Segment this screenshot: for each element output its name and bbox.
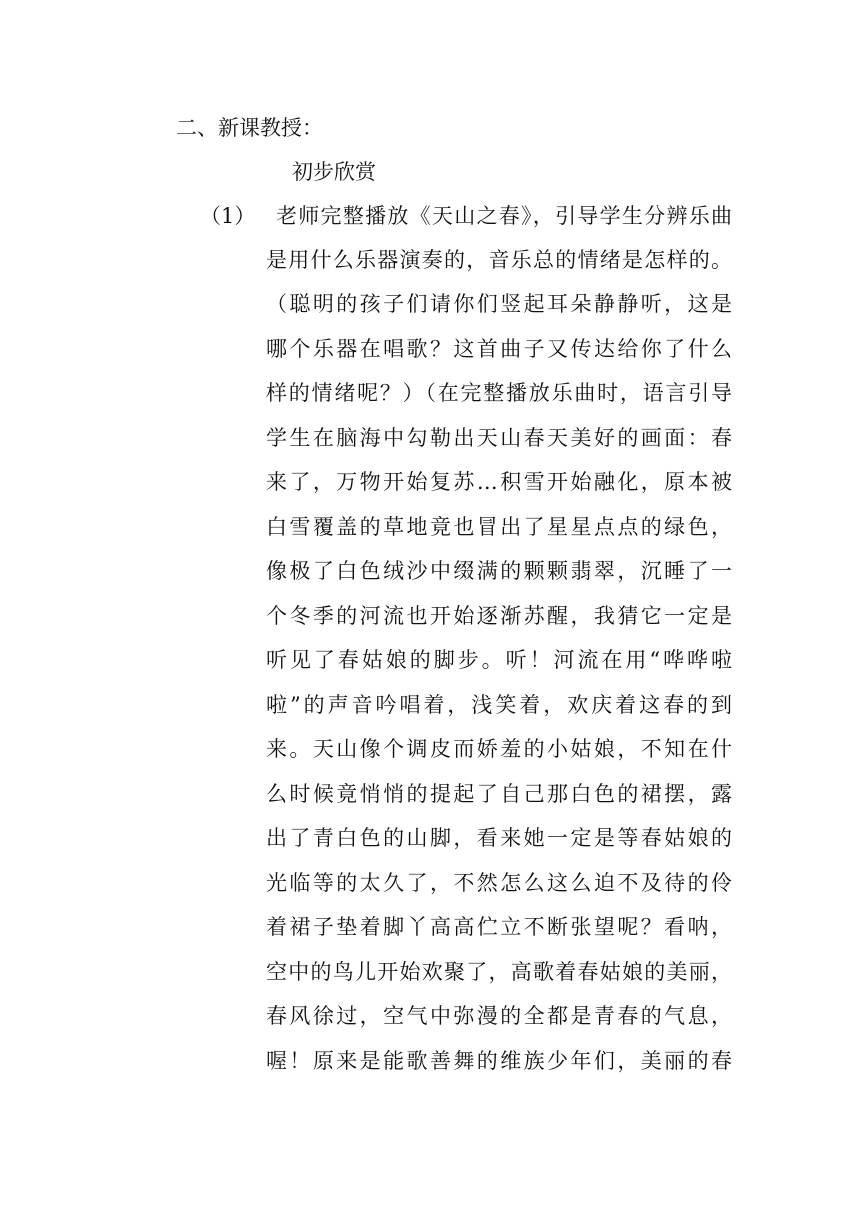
paragraph-line: 光临等的太久了，不然怎么这么迫不及待的伶	[266, 871, 732, 895]
paragraph-line: （聪明的孩子们请你们竖起耳朵静静听，这是	[266, 292, 732, 316]
paragraph-line: 着裙子垫着脚丫高高伫立不断张望呢？看呐，	[266, 915, 732, 939]
paragraph-line: 出了青白色的山脚，看来她一定是等春姑娘的	[266, 826, 732, 850]
paragraph-line: 老师完整播放《天山之春》，引导学生分辨乐曲	[276, 204, 732, 228]
paragraph-line: 春风徐过，空气中弥漫的全都是青春的气息，	[266, 1004, 732, 1028]
paragraph-line: 喔！原来是能歌善舞的维族少年们，美丽的春	[266, 1049, 732, 1073]
paragraph-line: 样的情绪呢？）（在完整播放乐曲时，语言引导	[266, 381, 732, 405]
paragraph-line: 啦”的声音吟唱着，浅笑着，欢庆着这春的到	[266, 693, 732, 717]
paragraph-line: 像极了白色绒沙中缀满的颗颗翡翠，沉睡了一	[266, 559, 732, 583]
paragraph-line: 么时候竟悄悄的提起了自己那白色的裙摆，露	[266, 782, 732, 806]
paragraph-line: 来。天山像个调皮而娇羞的小姑娘，不知在什	[266, 737, 732, 761]
paragraph-line: 学生在脑海中勾勒出天山春天美好的画面：春	[266, 426, 732, 450]
paragraph-line: 是用什么乐器演奏的，音乐总的情绪是怎样的。	[266, 248, 732, 272]
paragraph-line: 哪个乐器在唱歌？这首曲子又传达给你了什么	[266, 337, 732, 361]
paragraph-line: 听见了春姑娘的脚步。听！河流在用“哗哗啦	[266, 648, 732, 672]
list-item-marker: （1）	[200, 204, 256, 228]
section-heading: 二、新课教授：	[176, 116, 323, 140]
subsection-heading: 初步欣赏	[292, 160, 376, 184]
paragraph-line: 来了，万物开始复苏…积雪开始融化，原本被	[266, 470, 732, 494]
paragraph-line: 个冬季的河流也开始逐渐苏醒，我猜它一定是	[266, 604, 732, 628]
paragraph-line: 空中的鸟儿开始欢聚了，高歌着春姑娘的美丽，	[266, 960, 732, 984]
paragraph-line: 白雪覆盖的草地竟也冒出了星星点点的绿色，	[266, 515, 732, 539]
